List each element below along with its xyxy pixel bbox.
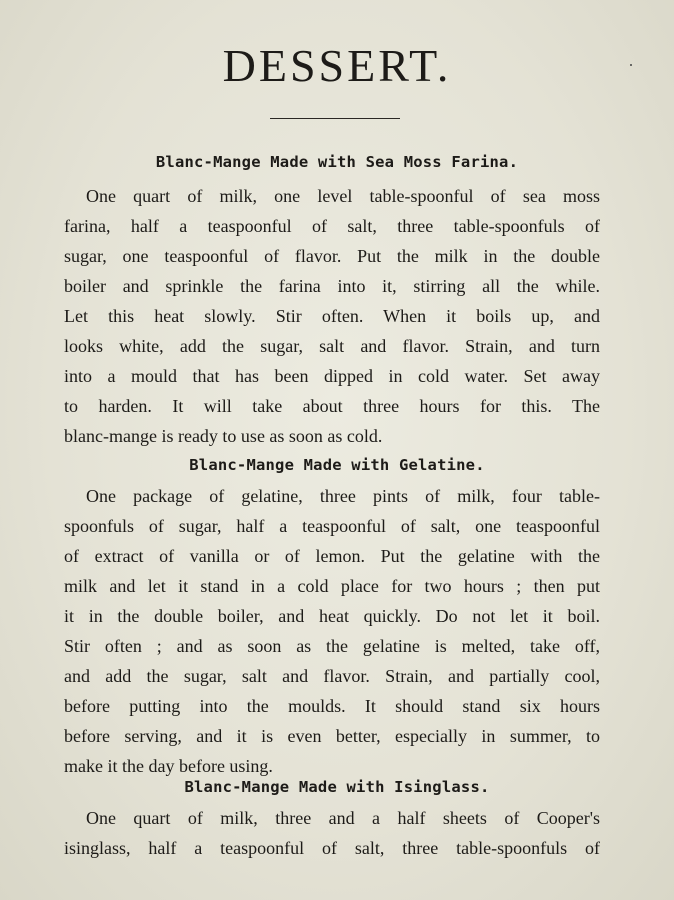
- title-divider: [270, 118, 400, 119]
- section-heading-gelatine: Blanc-Mange Made with Gelatine.: [189, 456, 485, 474]
- text-line: of extract of vanilla or of lemon. Put the gelatine with the: [64, 546, 600, 566]
- text-line: Stir often ; and as soon as the gelatine is melted, take off,: [64, 636, 600, 656]
- text-line: looks white, add the sugar, salt and flavor. Strain, and turn: [64, 336, 600, 356]
- section-body-isinglass: [64, 803, 600, 863]
- section-body-sea-moss: [64, 181, 600, 451]
- text-line: milk and let it stand in a cold place for two hours ; then put: [64, 576, 600, 596]
- text-line: blanc-mange is ready to use as soon as cold.: [64, 426, 383, 446]
- text-line: and add the sugar, salt and flavor. Strain, and partially cool,: [64, 666, 600, 686]
- section-body-gelatine: [64, 481, 600, 781]
- text-line: sugar, one teaspoonful of flavor. Put the milk in the double: [64, 246, 600, 266]
- section-heading-sea-moss: Blanc-Mange Made with Sea Moss Farina.: [155, 153, 519, 171]
- text-line: Let this heat slowly. Stir often. When it boils up, and: [64, 306, 600, 326]
- text-line: before putting into the moulds. It should stand six hours: [64, 696, 600, 716]
- text-line: farina, half a teaspoonful of salt, three table-spoonfuls of: [64, 216, 600, 236]
- text-line: spoonfuls of sugar, half a teaspoonful of salt, one teaspoonful: [64, 516, 600, 536]
- text-line: make it the day before using.: [64, 756, 273, 776]
- text-line: it in the double boiler, and heat quickly. Do not let it boil.: [64, 606, 600, 626]
- text-line: into a mould that has been dipped in cold water. Set away: [64, 366, 600, 386]
- text-line: to harden. It will take about three hours for this. The: [64, 396, 600, 416]
- page-title: DESSERT.: [222, 40, 452, 91]
- text-line: isinglass, half a teaspoonful of salt, three table-spoonfuls of: [64, 838, 600, 858]
- text-line: One quart of milk, one level table-spoonful of sea moss: [86, 186, 600, 206]
- text-line: boiler and sprinkle the farina into it, stirring all the while.: [64, 276, 600, 296]
- section-heading-isinglass: Blanc-Mange Made with Isinglass.: [184, 778, 490, 796]
- text-line: One quart of milk, three and a half sheets of Cooper's: [86, 808, 600, 828]
- text-line: One package of gelatine, three pints of milk, four table-: [86, 486, 600, 506]
- text-line: before serving, and it is even better, especially in summer, to: [64, 726, 600, 746]
